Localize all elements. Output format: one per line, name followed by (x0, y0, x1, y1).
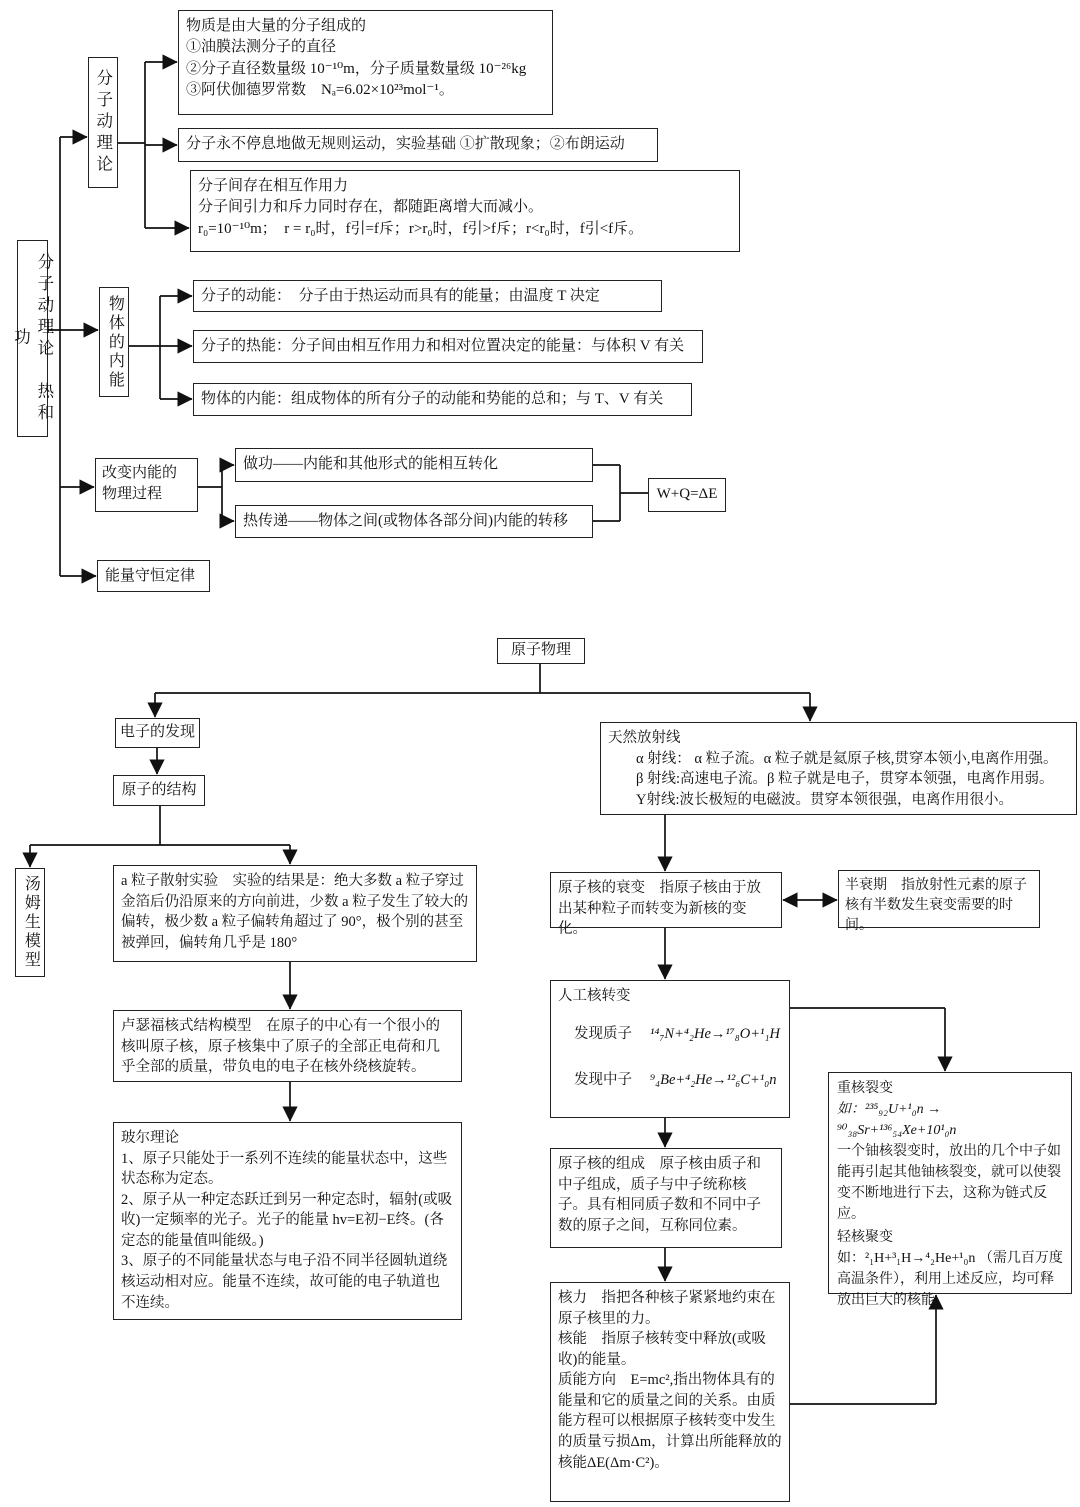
atom-structure-box: 原子的结构 (113, 775, 205, 806)
text-line: ①油膜法测分子的直径 (186, 39, 337, 56)
molecular-kinetic-energy-box: 分子的动能： 分子由于热运动而具有的能量；由温度 T 决定 (193, 280, 662, 312)
box-title: 玻尔理论 (121, 1130, 179, 1146)
heat-transfer-box: 热传递——物体之间(或物体各部分间)内能的转移 (235, 505, 593, 538)
energy-conservation-box: 能量守恒定律 (97, 560, 210, 592)
text-line: 物质是由大量的分子组成的 (186, 18, 367, 34)
alpha-scattering-box: a 粒子散射实验 实验的结果是：绝大多数 a 粒子穿过金箔后仍沿原来的方向前进，少数 a 粒子发生了较大的偏转，极少数 a 粒子偏转角超过了 90°，极个别的甚至被弹回，偏转角几乎是 180° (113, 865, 477, 962)
text-line: 一个铀核裂变时，放出的几个中子如能再引起其他铀核裂变，就可以使裂变不断地进行下去，这称为链式反应。 (837, 1144, 1061, 1222)
text-line: 核力 指把各种核子紧紧地约束在原子核里的力。 (558, 1290, 776, 1327)
equation-row (558, 1024, 782, 1045)
nuclear-equation: ¹⁴₇N+⁴₂He→¹⁷₈O+¹₁H (650, 1025, 780, 1042)
nuclear-equation: ⁹₄Be+⁴₂He→¹²₆C+¹₀n (650, 1072, 777, 1089)
box-title: 重核裂变 (837, 1081, 893, 1096)
natural-radiation-box (600, 722, 1077, 815)
nuclear-equation: 如：²³⁵₉₂U+¹₀n → ⁹⁰₃₈Sr+¹³⁶₅₄Xe+10¹₀n (837, 1102, 957, 1138)
text-line: 改变内能的 (102, 465, 178, 481)
object-internal-energy-box: 物体的内能：组成物体的所有分子的动能和势能的总和；与 T、V 有关 (193, 383, 692, 416)
molecular-thermal-energy-box: 分子的热能：分子间由相互作用力和相对位置决定的能量：与体积 V 有关 (193, 330, 703, 363)
nuclear-decay-box: 原子核的衰变 指原子核由于放出某种粒子而转变为新核的变化。 (550, 872, 782, 928)
text-line: r₀=10⁻¹⁰m； r = r₀时，f引=f斥；r>r₀时，f引>f斥；r<r₀时，f引<f斥。 (198, 220, 644, 237)
change-process-box (95, 458, 198, 512)
text-line: 如：²₁H+³₁H→⁴₂He+¹₀n （需几百万度高温条件），利用上述反应，均可释放出巨大的核能。 (837, 1251, 1063, 1308)
text-line: ③阿伏伽德罗常数 Nₐ=6.02×10²³mol⁻¹。 (186, 81, 454, 98)
equation-label: 发现中子 (574, 1072, 632, 1089)
internal-energy-box: 物体的内能 (99, 287, 129, 397)
text-line: 物理过程 (102, 486, 163, 503)
artificial-transmutation-box (550, 980, 790, 1118)
text-line: 分子间存在相互作用力 (198, 178, 349, 194)
half-life-box: 半衰期 指放射性元素的原子核有半数发生衰变需要的时间。 (838, 870, 1040, 928)
fission-fusion-box (828, 1072, 1072, 1308)
molecular-theory-box: 分子动理论 (88, 57, 118, 188)
molecular-forces-box (190, 170, 740, 252)
text-line: 核能 指原子核转变中释放(或吸收)的能量。 (558, 1331, 766, 1368)
text-line: α 射线： α 粒子流。α 粒子就是氦原子核,贯穿本领小,电离作用强。 (636, 750, 1058, 767)
text-line: β 射线:高速电子流。β 粒子就是电子，贯穿本领强，电离作用弱。 (636, 771, 1054, 788)
text-line: ②分子直径数量级 10⁻¹⁰m，分子质量数量级 10⁻²⁶kg (186, 60, 527, 77)
equation-row (558, 1070, 782, 1091)
molecular-motion-box: 分子永不停息地做无规则运动，实验基础 ①扩散现象；②布朗运动 (178, 128, 658, 162)
text-line: 1、原子只能处于一系列不连续的能量状态中，这些状态称为定态。 (121, 1150, 448, 1188)
box-title: 轻核聚变 (837, 1230, 893, 1245)
atomic-physics-box: 原子物理 (497, 638, 585, 664)
text-line: 3、原子的不同能量状态与电子沿不同半径圆轨道绕核运动相对应。能量不连续，故可能的电子轨道也不连续。 (121, 1253, 448, 1311)
text-line: 分子间引力和斥力同时存在，都随距离增大而减小。 (198, 199, 544, 216)
thomson-model-box: 汤姆生模型 (15, 868, 45, 977)
work-box: 做功——内能和其他形式的能相互转化 (235, 448, 593, 482)
kinetics-root-box: 分子动理论 热和功 (17, 240, 48, 437)
electron-discovery-box: 电子的发现 (115, 718, 200, 748)
nucleus-composition-box: 原子核的组成 原子核由质子和中子组成，质子与中子统称核子。具有相同质子数和不同中子数的原子之间，互称同位素。 (550, 1148, 782, 1248)
text-line: Υ射线:波长极短的电磁波。贯穿本领很强，电离作用很小。 (636, 791, 1013, 808)
molecular-composition-box (178, 10, 553, 115)
bohr-theory-box (113, 1122, 462, 1320)
energy-equation-box: W+Q=ΔE (648, 478, 726, 512)
equation-label: 发现质子 (574, 1025, 632, 1042)
box-title: 天然放射线 (608, 730, 681, 746)
rutherford-model-box: 卢瑟福核式结构模型 在原子的中心有一个很小的核叫原子核，原子核集中了原子的全部正电荷和几乎全部的质量，带负电的电子在核外绕核旋转。 (113, 1010, 462, 1082)
box-title: 人工核转变 (558, 988, 631, 1004)
text-line: 质能方向 E=mc²,指出物体具有的能量和它的质量之间的关系。由质能方程可以根据原子核转变中发生的质量亏损Δm，计算出所能释放的核能ΔE(Δm·C²)。 (558, 1372, 782, 1471)
text-line: 2、原子从一种定态跃迁到另一种定态时，辐射(或吸收)一定频率的光子。光子的能量 hv=E初−E终。(各定态的能量值叫能级。) (121, 1191, 453, 1249)
nuclear-force-box (550, 1282, 790, 1502)
